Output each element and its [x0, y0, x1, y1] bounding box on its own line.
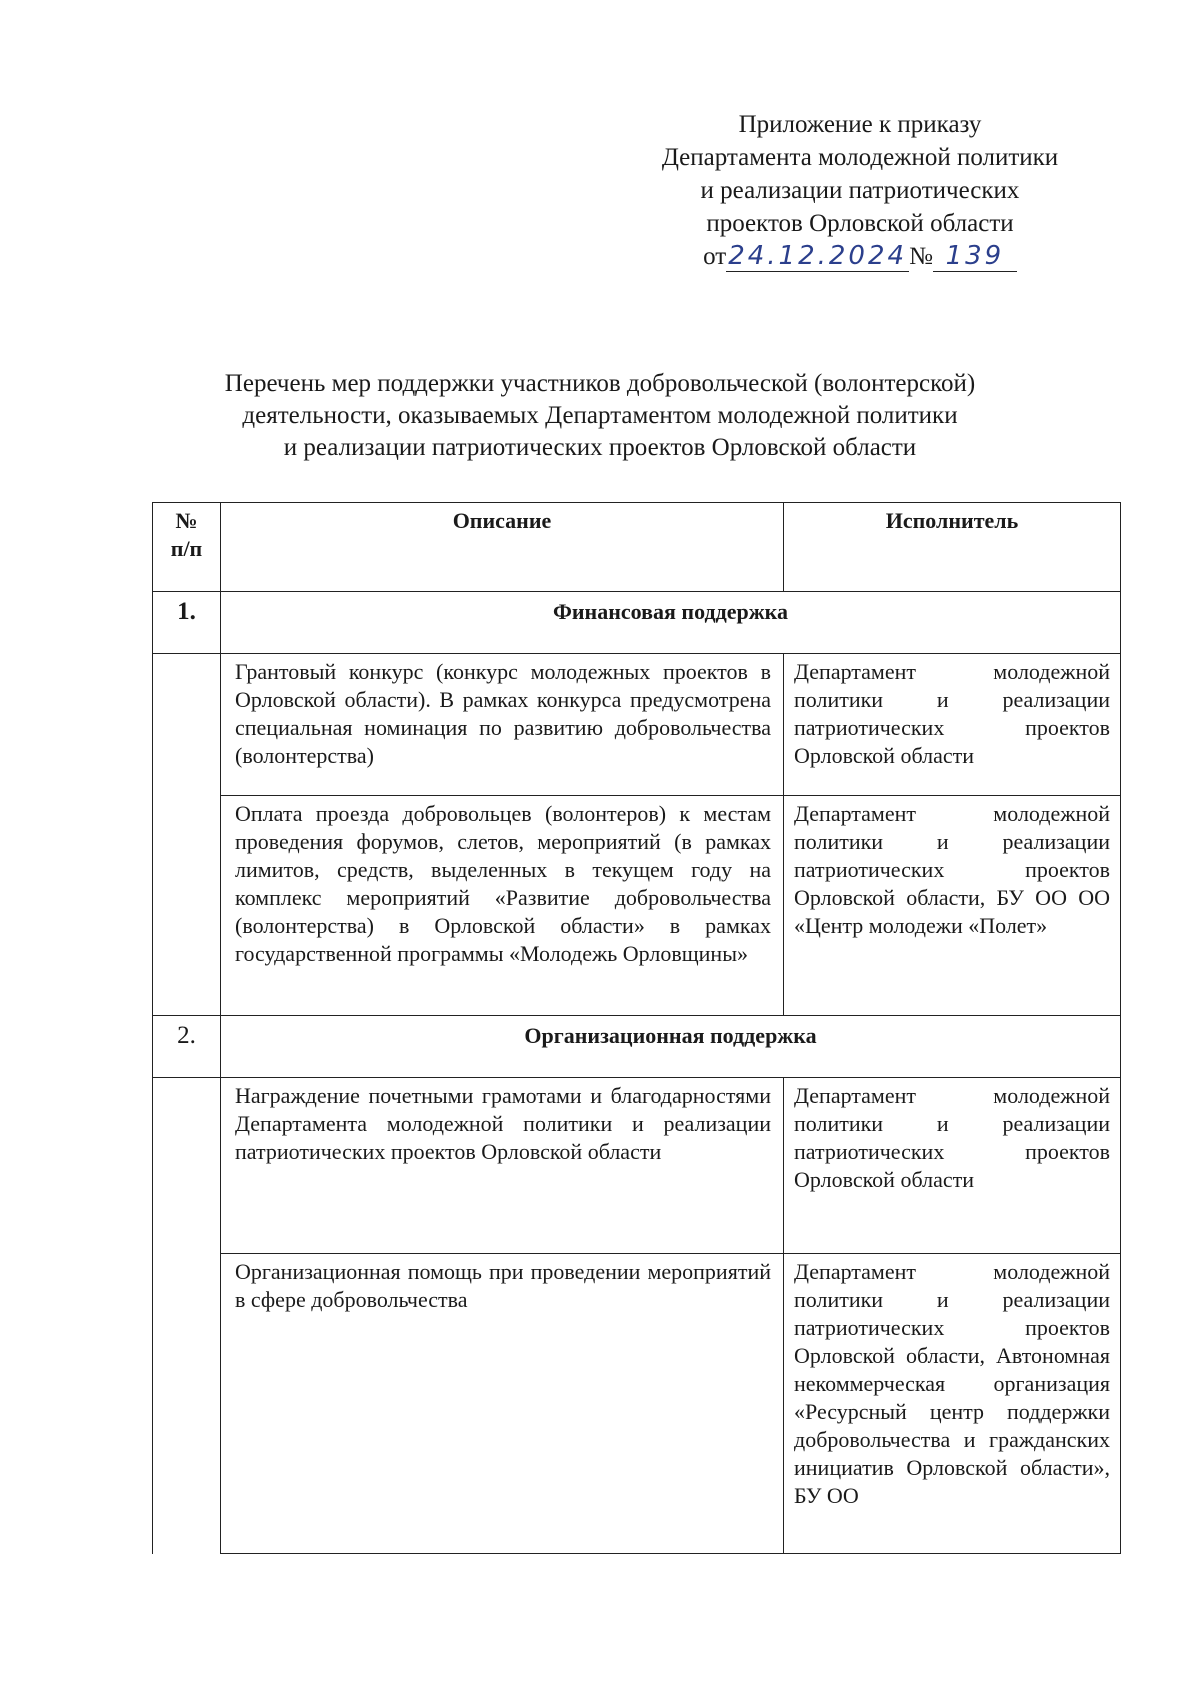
document-title	[150, 368, 1050, 464]
empty-cell	[153, 1254, 221, 1554]
table-row	[153, 796, 1121, 1016]
order-line	[600, 240, 1120, 273]
measures-table	[152, 502, 1121, 1554]
header-line: Приложение к приказу	[738, 111, 982, 138]
table-row	[153, 1254, 1121, 1554]
table-header-row	[153, 503, 1121, 592]
section-title: Организационная поддержка	[221, 1016, 1121, 1078]
empty-cell	[153, 1078, 221, 1254]
section-number: 2.	[153, 1016, 221, 1078]
executor-cell: Департамент молодежной политики и реализации патриотических проектов Орловской области, Автономная некоммерческая организация «Ресурсный центр поддержки добровольчества и гражданских инициатив Орловской области», БУ ОО	[784, 1254, 1121, 1554]
title-line: деятельности, оказываемых Департаментом молодежной политики	[242, 402, 958, 429]
description-cell: Награждение почетными грамотами и благодарностями Департамента молодежной политики и реализации патриотических проектов Орловской области	[221, 1078, 784, 1254]
order-number-label: №	[909, 243, 933, 270]
empty-cell	[153, 796, 221, 1016]
empty-cell	[153, 654, 221, 796]
title-line: Перечень мер поддержки участников добровольческой (волонтерской)	[224, 370, 976, 397]
section-title: Финансовая поддержка	[221, 592, 1121, 654]
title-line: и реализации патриотических проектов Орловской области	[283, 434, 917, 461]
table-row	[153, 1078, 1121, 1254]
section-number: 1.	[153, 592, 221, 654]
header-line: проектов Орловской области	[706, 210, 1014, 237]
column-header-description: Описание	[221, 503, 784, 592]
column-header-num: № п/п	[153, 503, 221, 592]
header-line: Департамента молодежной политики	[661, 144, 1059, 171]
table-row	[153, 654, 1121, 796]
executor-cell: Департамент молодежной политики и реализации патриотических проектов Орловской области	[784, 654, 1121, 796]
description-cell: Организационная помощь при проведении мероприятий в сфере добровольчества	[221, 1254, 784, 1554]
executor-cell: Департамент молодежной политики и реализации патриотических проектов Орловской области, БУ ОО ОО «Центр молодежи «Полет»	[784, 796, 1121, 1016]
document-header	[600, 108, 1120, 273]
order-number-handwritten: 139	[933, 241, 1017, 272]
description-cell: Грантовый конкурс (конкурс молодежных проектов в Орловской области). В рамках конкурса предусмотрена специальная номинация по развитию добровольчества (волонтерства)	[221, 654, 784, 796]
header-line: и реализации патриотических	[700, 177, 1020, 204]
section-row	[153, 1016, 1121, 1078]
section-row	[153, 592, 1121, 654]
executor-cell: Департамент молодежной политики и реализации патриотических проектов Орловской области	[784, 1078, 1121, 1254]
order-date-handwritten: 24.12.2024	[728, 241, 908, 271]
column-header-executor: Исполнитель	[784, 503, 1121, 592]
description-cell: Оплата проезда добровольцев (волонтеров) к местам проведения форумов, слетов, мероприятий (в рамках лимитов, средств, выделенных в текущем году на комплекс мероприятий «Развитие добровольчества (волонтерства) в Орловской области» в рамках государственной программы «Молодежь Орловщины»	[221, 796, 784, 1016]
order-prefix: от	[703, 243, 727, 270]
